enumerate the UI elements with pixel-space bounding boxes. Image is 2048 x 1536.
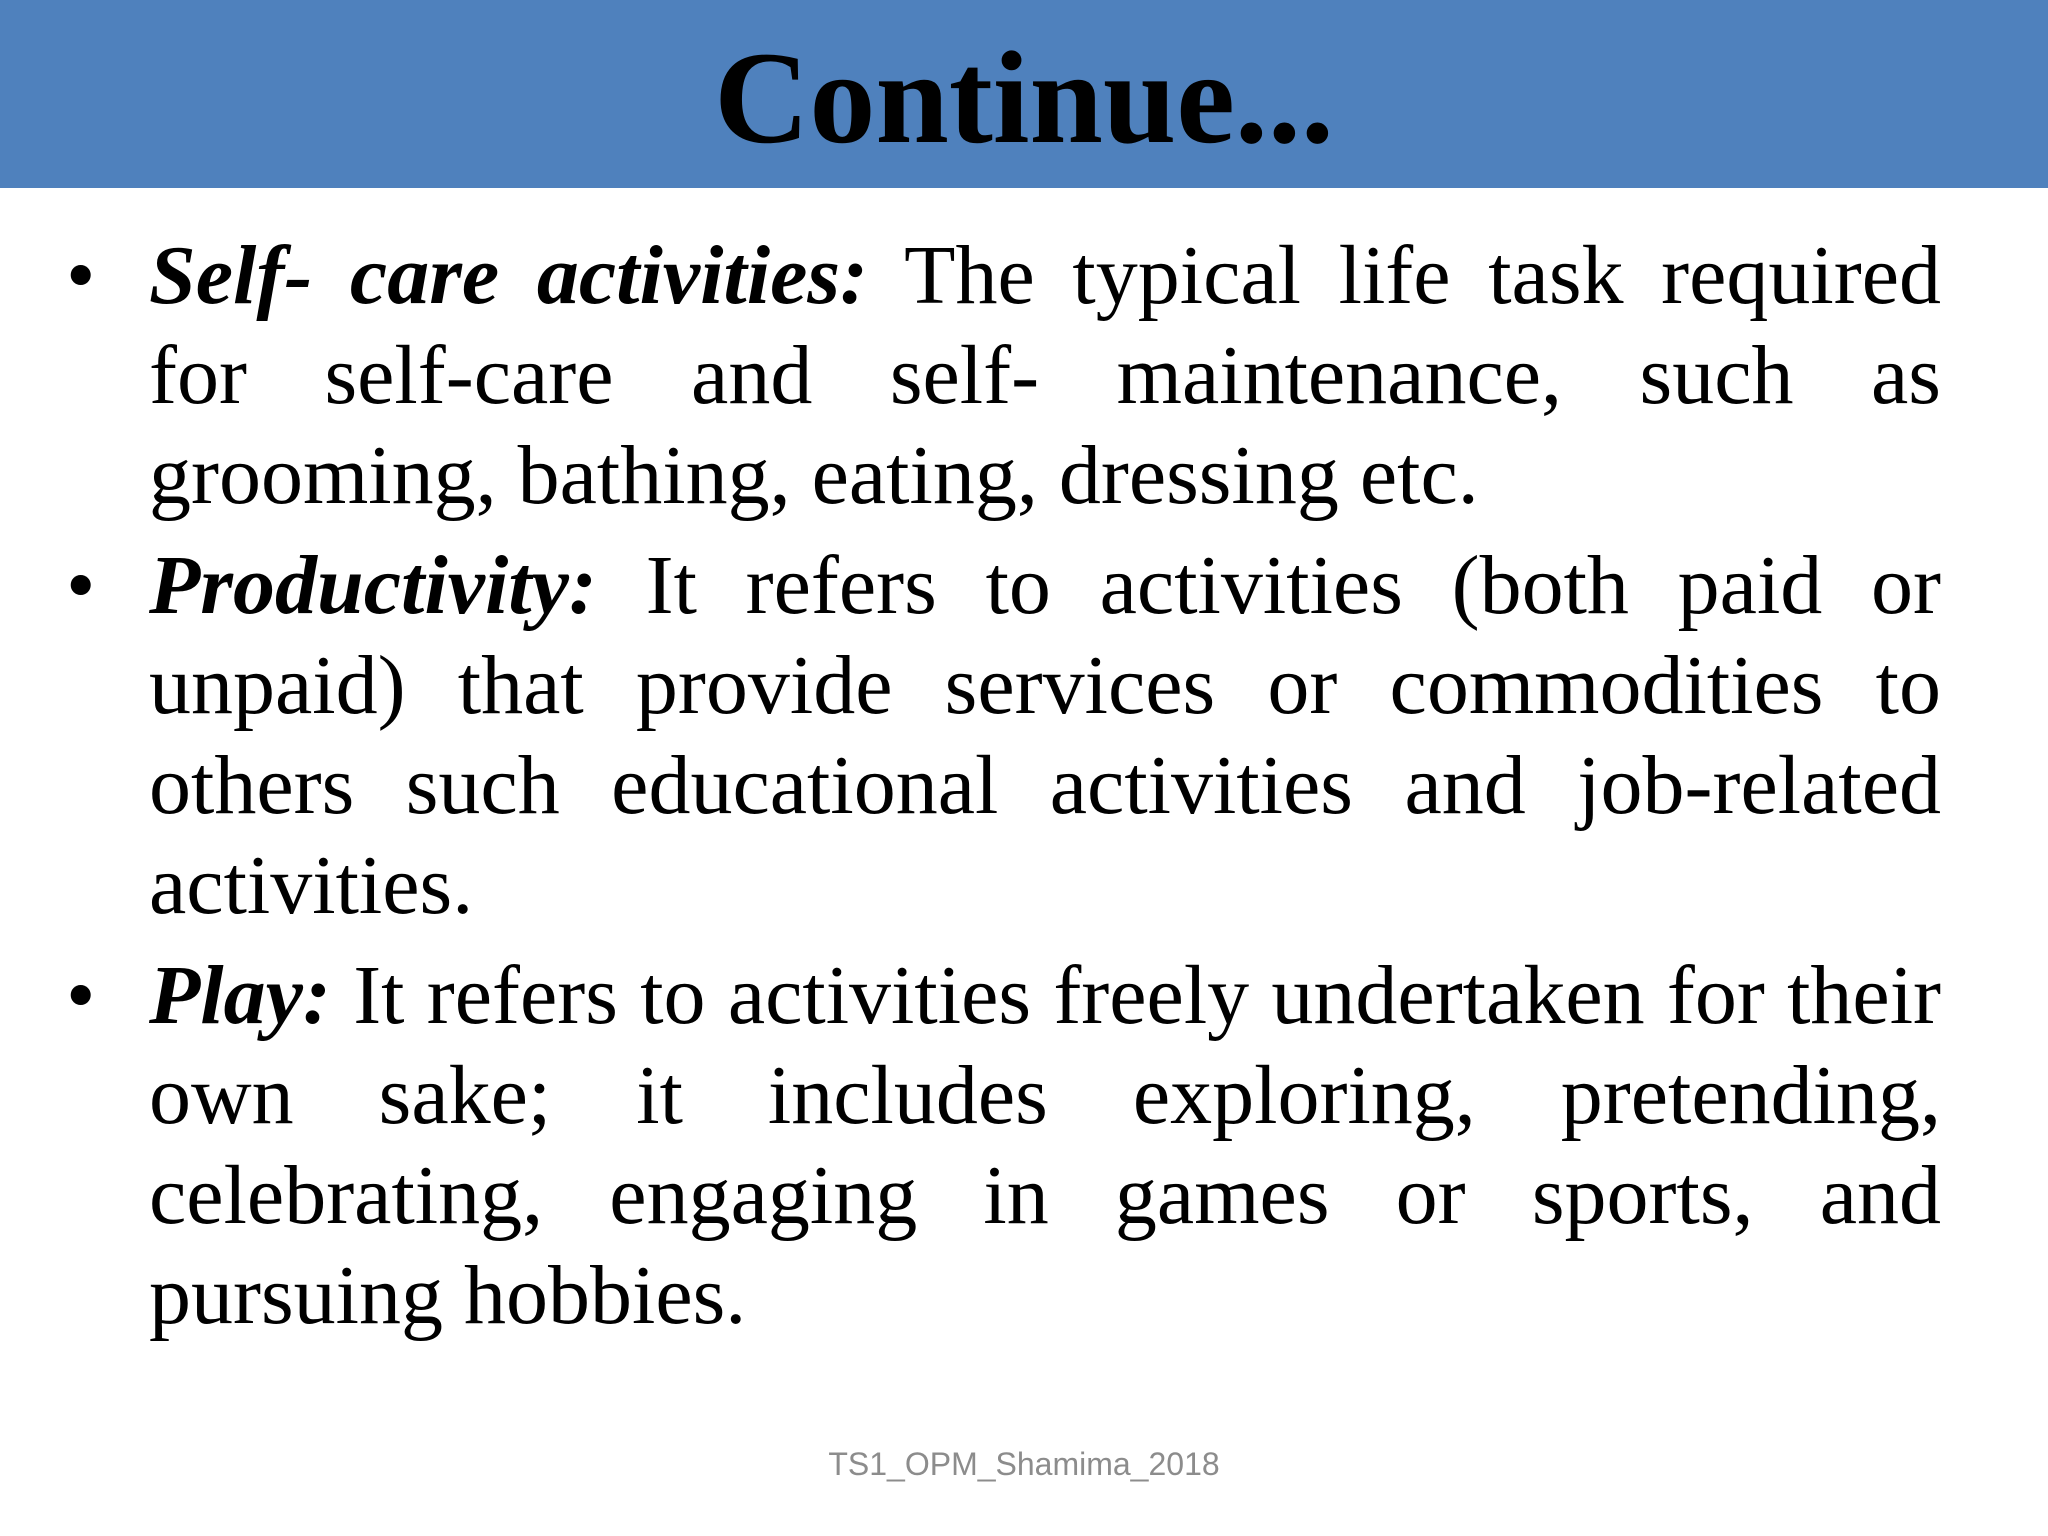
bullet-term: Productivity: (149, 539, 597, 632)
bullet-text (149, 536, 1941, 936)
slide-footer: TS1_OPM_Shamima_2018 (828, 1446, 1220, 1482)
bullet-icon: • (66, 539, 96, 632)
bullet-description: The typical life task required for self-care and self- maintenance, such as grooming, bathing, eating, dressing etc. (149, 229, 1942, 522)
bullet-icon: • (66, 229, 96, 322)
bullet-term: Play: (149, 949, 331, 1042)
bullet-description: It refers to activities freely undertaken for their own sake; it includes exploring, pretending, celebrating, engaging in games or sports, and pursuing hobbies. (149, 949, 1942, 1342)
bullet-item-play (0, 946, 2048, 1346)
bullet-item-self-care (0, 226, 2048, 526)
slide-title: Continue... (714, 24, 1334, 171)
title-bar (0, 0, 2048, 188)
bullet-text (149, 226, 1941, 526)
bullet-description: It refers to activities (both paid or unpaid) that provide services or commodities to others such educational activities and job-related activities. (149, 539, 1941, 932)
bullet-text (149, 946, 1941, 1346)
bullet-term: Self- care activities: (149, 229, 869, 322)
bullet-icon: • (66, 949, 96, 1042)
bullet-list (0, 226, 2048, 1356)
bullet-item-productivity (0, 536, 2048, 936)
